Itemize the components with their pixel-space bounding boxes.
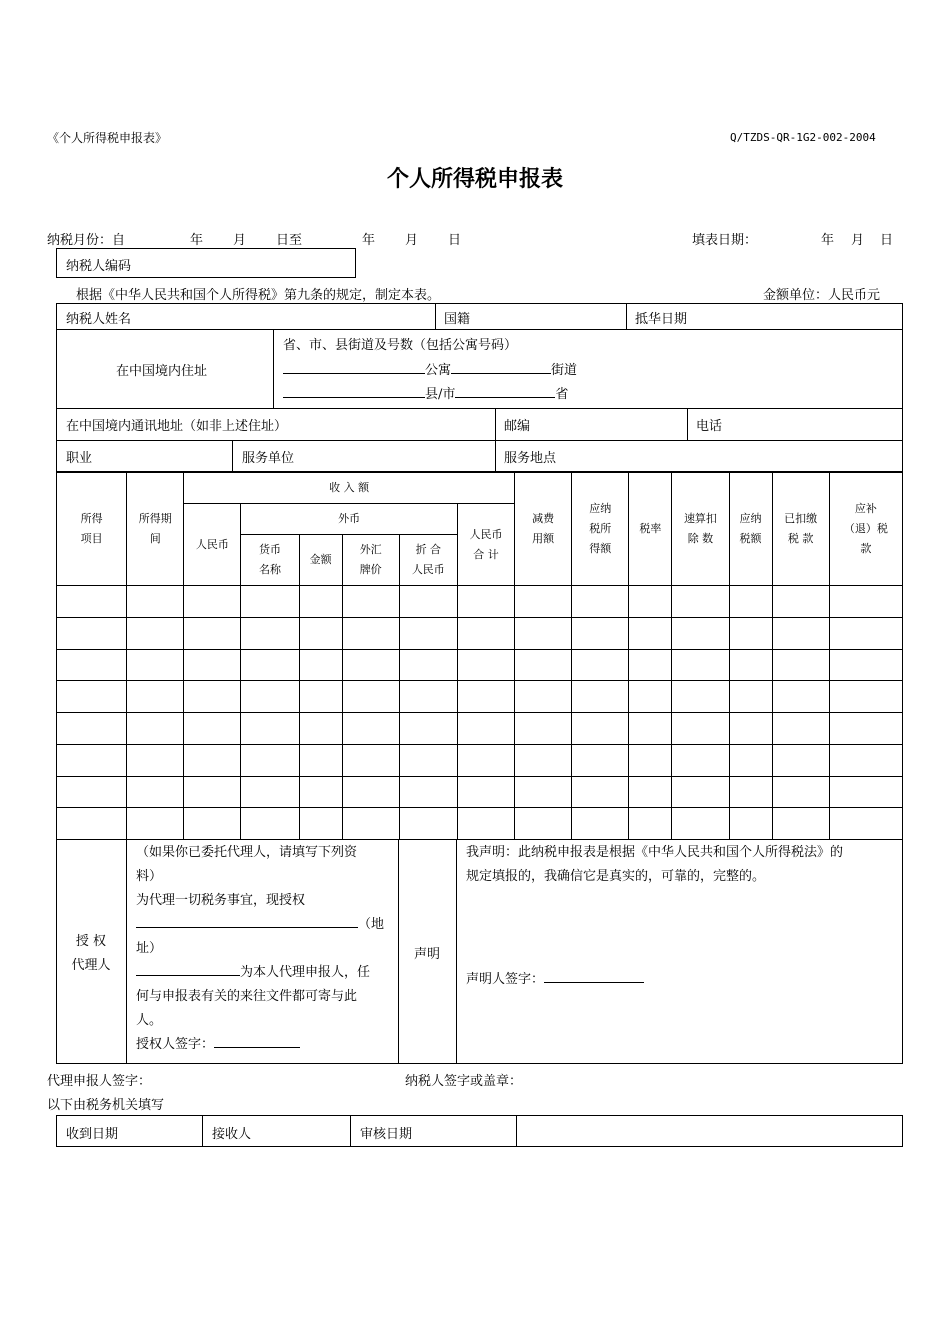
table-cell[interactable] (515, 776, 572, 808)
authorization-text: （如果你已委托代理人，请填写下列资 料） 为代理一切税务事宜，现授权 （地 址） 为本人代理申报人，任 何与申报表有关的来往文件都可寄与此 人。 授权人签字： (136, 845, 385, 1052)
table-cell[interactable] (515, 586, 572, 618)
header-amount: 金额 (299, 535, 342, 586)
occupation-field[interactable]: 职业 (66, 451, 93, 466)
period-day-end: 日 (448, 233, 462, 248)
residence-label: 在中国境内住址 (116, 364, 208, 379)
table-cell[interactable] (729, 649, 772, 681)
table-cell[interactable] (399, 681, 457, 713)
table-cell[interactable] (772, 776, 829, 808)
table-cell[interactable] (184, 744, 241, 776)
table-cell[interactable] (457, 681, 514, 713)
table-cell[interactable] (299, 744, 342, 776)
period-day-to: 日至 (276, 233, 303, 248)
table-cell[interactable] (672, 744, 729, 776)
table-cell[interactable] (515, 713, 572, 745)
table-cell[interactable] (457, 617, 514, 649)
table-cell[interactable] (57, 617, 127, 649)
table-cell[interactable] (515, 744, 572, 776)
table-cell[interactable] (299, 649, 342, 681)
table-cell[interactable] (629, 713, 672, 745)
arrival-date-field[interactable]: 抵华日期 (635, 312, 688, 327)
table-cell[interactable] (829, 649, 902, 681)
period-label: 纳税月份：自 (47, 233, 126, 248)
mailing-address-field[interactable]: 在中国境内通讯地址（如非上述住址） (66, 419, 288, 434)
street-label: 街道 (551, 363, 578, 378)
table-cell[interactable] (299, 776, 342, 808)
header-income-amount: 收 入 额 (184, 473, 515, 504)
document-code: Q/TZDS-QR-1G2-002-2004 (730, 131, 876, 144)
table-cell[interactable] (829, 681, 902, 713)
authorizer-signature-input[interactable] (214, 1035, 300, 1048)
table-cell[interactable] (342, 776, 399, 808)
header-rmb-total: 人民币 合 计 (457, 504, 514, 586)
page-title: 个人所得税申报表 (386, 167, 563, 192)
header-period: 所得期 间 (127, 473, 184, 586)
table-cell[interactable] (772, 681, 829, 713)
taxpayer-code-field[interactable] (56, 248, 356, 278)
table-cell[interactable] (629, 776, 672, 808)
table-cell[interactable] (184, 617, 241, 649)
period-month-start: 月 (233, 233, 247, 248)
declaration-text: 我声明：此纳税申报表是根据《中华人民共和国个人所得税法》的 规定填报的，我确信它是真实的，可靠的，完整的。 (466, 845, 844, 884)
table-cell[interactable] (57, 713, 127, 745)
header-quick-deduction: 速算扣 除 数 (672, 473, 729, 586)
table-cell[interactable] (457, 744, 514, 776)
header-tax-payable: 应纳 税额 (729, 473, 772, 586)
tax-office-block (56, 1115, 903, 1147)
table-cell[interactable] (457, 808, 514, 840)
table-cell[interactable] (629, 681, 672, 713)
county-city-label: 县/市 (425, 387, 456, 402)
declaration-label: 声明 (413, 947, 440, 962)
currency-unit: 金额单位：人民币元 (763, 288, 881, 303)
table-cell[interactable] (572, 586, 629, 618)
table-cell[interactable] (299, 808, 342, 840)
table-cell[interactable] (829, 617, 902, 649)
table-cell[interactable] (241, 776, 299, 808)
table-cell[interactable] (57, 776, 127, 808)
table-cell[interactable] (342, 744, 399, 776)
table-cell[interactable] (457, 776, 514, 808)
tax-office-note: 以下由税务机关填写 (47, 1098, 165, 1113)
employer-field[interactable]: 服务单位 (242, 451, 295, 466)
table-cell[interactable] (299, 713, 342, 745)
table-cell[interactable] (829, 586, 902, 618)
table-cell[interactable] (184, 776, 241, 808)
header-rmb: 人民币 (184, 504, 241, 586)
postcode-field[interactable]: 邮编 (504, 419, 531, 434)
table-cell[interactable] (184, 586, 241, 618)
header-converted: 折 合 人民币 (399, 535, 457, 586)
table-cell[interactable] (829, 744, 902, 776)
table-cell[interactable] (342, 586, 399, 618)
table-cell[interactable] (729, 713, 772, 745)
header-tax-rate: 税率 (629, 473, 672, 586)
table-cell[interactable] (399, 776, 457, 808)
table-row (57, 808, 903, 840)
declarant-signature-input[interactable] (544, 970, 644, 983)
nationality-field[interactable]: 国籍 (444, 312, 471, 327)
taxpayer-code-label: 纳税人编码 (66, 259, 132, 274)
fill-date-year: 年 (821, 233, 835, 248)
table-row (57, 586, 903, 618)
table-cell[interactable] (572, 776, 629, 808)
table-cell[interactable] (515, 649, 572, 681)
address-line-city[interactable] (283, 383, 568, 402)
table-cell[interactable] (629, 649, 672, 681)
table-cell[interactable] (127, 713, 184, 745)
table-cell[interactable] (127, 649, 184, 681)
authorized-agent-label: 授 权 代理人 (71, 934, 111, 973)
apartment-label: 公寓 (425, 363, 452, 378)
table-cell[interactable] (772, 586, 829, 618)
income-table (56, 472, 903, 840)
table-cell[interactable] (399, 617, 457, 649)
table-cell[interactable] (572, 713, 629, 745)
address-hint: 省、市、县街道及号数（包括公寓号码） (283, 338, 518, 353)
table-cell[interactable] (127, 776, 184, 808)
header-withheld: 已扣缴 税 款 (772, 473, 829, 586)
table-cell[interactable] (399, 586, 457, 618)
period-month-end: 月 (405, 233, 419, 248)
table-cell[interactable] (629, 744, 672, 776)
table-cell[interactable] (729, 586, 772, 618)
fill-date-label: 填表日期： (692, 233, 758, 248)
received-date-field[interactable]: 收到日期 (66, 1127, 119, 1142)
table-cell[interactable] (127, 586, 184, 618)
table-cell[interactable] (672, 586, 729, 618)
table-cell[interactable] (342, 713, 399, 745)
table-cell[interactable] (729, 617, 772, 649)
table-cell[interactable] (772, 713, 829, 745)
table-cell[interactable] (457, 586, 514, 618)
address-line-apartment[interactable] (283, 359, 577, 378)
table-cell[interactable] (729, 808, 772, 840)
table-cell[interactable] (342, 617, 399, 649)
table-cell[interactable] (672, 776, 729, 808)
table-row (57, 617, 903, 649)
document-name: 《个人所得税申报表》 (47, 131, 168, 145)
agent-signature-label: 代理申报人签字： (47, 1074, 152, 1089)
table-cell[interactable] (184, 713, 241, 745)
table-cell[interactable] (57, 681, 127, 713)
table-row (57, 744, 903, 776)
table-cell[interactable] (57, 649, 127, 681)
table-cell[interactable] (729, 681, 772, 713)
table-cell[interactable] (829, 776, 902, 808)
table-cell[interactable] (772, 744, 829, 776)
table-cell[interactable] (342, 649, 399, 681)
name-field[interactable]: 纳税人姓名 (66, 312, 132, 327)
header-taxable: 应纳 税所 得额 (572, 473, 629, 586)
period-year-end: 年 (362, 233, 376, 248)
header-foreign: 外币 (241, 504, 457, 535)
fill-date-month: 月 (851, 233, 865, 248)
table-cell[interactable] (672, 649, 729, 681)
header-fx-rate: 外汇 牌价 (342, 535, 399, 586)
header-deduction: 减费 用额 (515, 473, 572, 586)
table-cell[interactable] (672, 808, 729, 840)
table-cell[interactable] (457, 713, 514, 745)
table-cell[interactable] (829, 808, 902, 840)
table-cell[interactable] (829, 713, 902, 745)
table-cell[interactable] (241, 808, 299, 840)
table-cell[interactable] (241, 681, 299, 713)
review-date-field[interactable]: 审核日期 (360, 1127, 413, 1142)
table-cell[interactable] (57, 808, 127, 840)
table-cell[interactable] (572, 681, 629, 713)
table-cell[interactable] (729, 776, 772, 808)
table-cell[interactable] (572, 649, 629, 681)
table-cell[interactable] (772, 808, 829, 840)
table-cell[interactable] (672, 713, 729, 745)
table-cell[interactable] (672, 617, 729, 649)
table-cell[interactable] (629, 586, 672, 618)
table-cell[interactable] (241, 744, 299, 776)
table-cell[interactable] (772, 617, 829, 649)
table-cell[interactable] (127, 681, 184, 713)
table-cell[interactable] (729, 744, 772, 776)
table-cell[interactable] (184, 649, 241, 681)
table-cell[interactable] (672, 681, 729, 713)
table-cell[interactable] (127, 744, 184, 776)
header-currency-name: 货币 名称 (241, 535, 299, 586)
table-cell[interactable] (572, 808, 629, 840)
table-cell[interactable] (629, 808, 672, 840)
agent-address-input[interactable] (136, 963, 240, 976)
declarant-signature: 声明人签字： (466, 968, 644, 987)
agent-name-input[interactable] (136, 915, 358, 928)
table-cell[interactable] (399, 744, 457, 776)
work-place-field[interactable]: 服务地点 (504, 451, 557, 466)
table-cell[interactable] (241, 713, 299, 745)
table-cell[interactable] (399, 808, 457, 840)
table-cell[interactable] (299, 617, 342, 649)
table-cell[interactable] (515, 808, 572, 840)
table-cell[interactable] (515, 617, 572, 649)
table-cell[interactable] (629, 617, 672, 649)
table-row (57, 713, 903, 745)
basis-text: 根据《中华人民共和国个人所得税》第九条的规定，制定本表。 (76, 288, 441, 303)
table-cell[interactable] (399, 649, 457, 681)
taxpayer-signature-label: 纳税人签字或盖章： (405, 1074, 523, 1089)
table-cell[interactable] (57, 744, 127, 776)
table-row (57, 776, 903, 808)
table-cell[interactable] (515, 681, 572, 713)
table-cell[interactable] (57, 586, 127, 618)
header-income-item: 所得 项目 (57, 473, 127, 586)
receiver-field[interactable]: 接收人 (212, 1127, 252, 1142)
fill-date-day: 日 (880, 233, 894, 248)
table-cell[interactable] (342, 808, 399, 840)
table-cell[interactable] (184, 808, 241, 840)
table-row (57, 649, 903, 681)
table-cell[interactable] (184, 681, 241, 713)
table-cell[interactable] (572, 617, 629, 649)
table-cell[interactable] (399, 713, 457, 745)
table-cell[interactable] (241, 586, 299, 618)
table-cell[interactable] (127, 808, 184, 840)
table-cell[interactable] (572, 744, 629, 776)
province-label: 省 (555, 387, 569, 402)
table-cell[interactable] (299, 586, 342, 618)
table-cell[interactable] (457, 649, 514, 681)
period-year-start: 年 (190, 233, 204, 248)
table-cell[interactable] (772, 649, 829, 681)
table-row (57, 681, 903, 713)
table-cell[interactable] (241, 617, 299, 649)
phone-field[interactable]: 电话 (696, 419, 723, 434)
table-cell[interactable] (127, 617, 184, 649)
table-cell[interactable] (342, 681, 399, 713)
header-refund: 应补 （退）税 款 (829, 473, 902, 586)
table-cell[interactable] (241, 649, 299, 681)
table-cell[interactable] (299, 681, 342, 713)
